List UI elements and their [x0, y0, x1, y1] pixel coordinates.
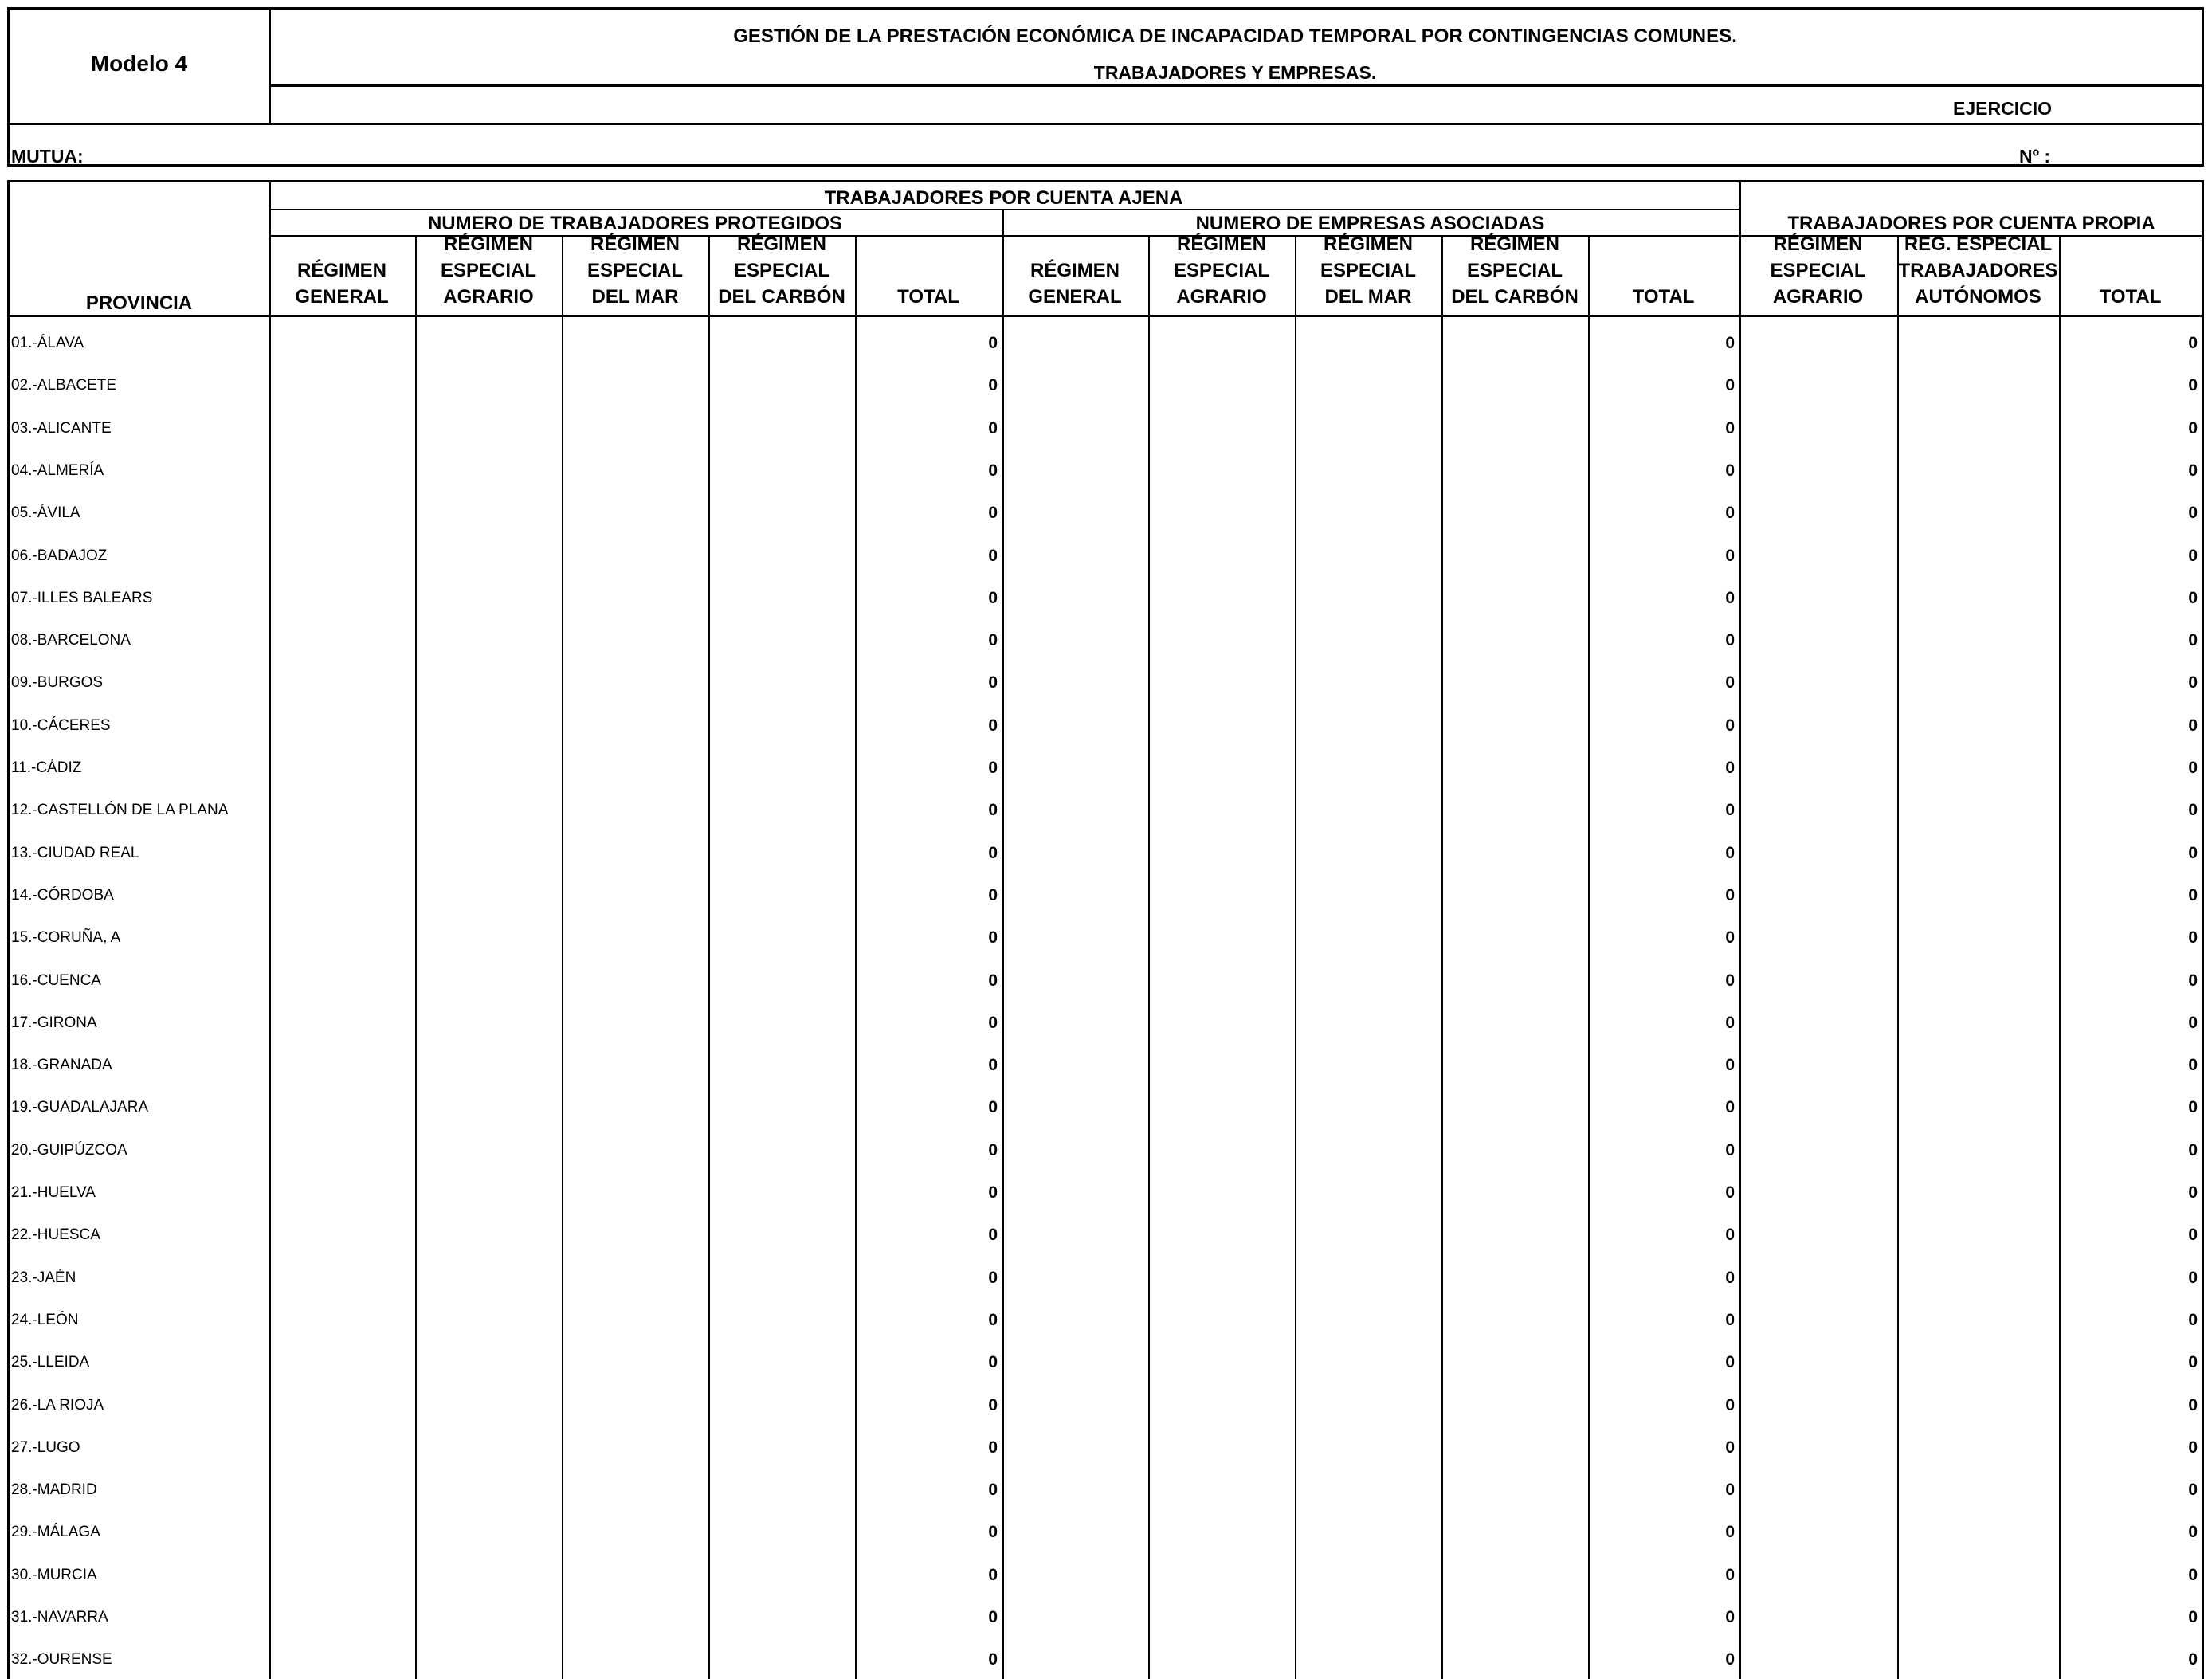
total-empresas-cell: 0: [1725, 1056, 1735, 1075]
total-propia-cell: 0: [2188, 1310, 2198, 1329]
total-propia-cell: 0: [2188, 546, 2198, 565]
total-propia-cell: 0: [2188, 1353, 2198, 1372]
total-propia-cell: 0: [2188, 1140, 2198, 1159]
total-protegidos-cell: 0: [988, 1608, 998, 1626]
total-protegidos-cell: 0: [988, 1523, 998, 1542]
total-empresas-cell: 0: [1725, 928, 1735, 947]
column-header-line: DEL CARBÓN: [1451, 286, 1579, 308]
column-header-line: AGRARIO: [443, 286, 534, 308]
total-empresas-cell: 0: [1725, 1353, 1735, 1372]
total-empresas-cell: 0: [1725, 1140, 1735, 1159]
column-header-line: REG. ESPECIAL: [1904, 233, 2053, 255]
provincia-header: PROVINCIA: [85, 292, 193, 314]
total-propia-cell: 0: [2188, 1523, 2198, 1542]
provincia-cell: 10.-CÁCERES: [11, 716, 111, 734]
column-header-line: ESPECIAL: [1320, 260, 1417, 281]
propia-column-header: [1739, 231, 1897, 310]
protegidos-column-header: [708, 231, 855, 310]
total-empresas-cell: 0: [1725, 1608, 1735, 1626]
column-divider: [2059, 236, 2061, 1679]
propia-column-header: [1897, 231, 2059, 310]
total-empresas-cell: 0: [1725, 1098, 1735, 1117]
total-protegidos-cell: 0: [988, 1650, 998, 1669]
column-header-line: RÉGIMEN: [1323, 233, 1413, 255]
provincia-cell: 14.-CÓRDOBA: [11, 886, 114, 904]
total-protegidos-cell: 0: [988, 588, 998, 607]
total-empresas-cell: 0: [1725, 376, 1735, 395]
numero-label: Nº :: [2019, 146, 2051, 167]
column-header-line: RÉGIMEN: [1773, 233, 1863, 255]
column-header-line: AGRARIO: [1772, 286, 1864, 308]
total-empresas-cell: 0: [1725, 334, 1735, 352]
total-empresas-cell: 0: [1725, 971, 1735, 990]
provincia-cell: 06.-BADAJOZ: [11, 547, 108, 564]
total-protegidos-cell: 0: [988, 334, 998, 352]
total-protegidos-cell: 0: [988, 1098, 998, 1117]
protegidos-column-header: [415, 231, 562, 310]
provincia-cell: 08.-BARCELONA: [11, 632, 131, 649]
total-empresas-cell: 0: [1725, 1438, 1735, 1457]
total-empresas-cell: 0: [1725, 1481, 1735, 1500]
group-cuenta-propia: TRABAJADORES POR CUENTA PROPIA: [1787, 213, 2155, 234]
header-divider-mutua: [10, 123, 2202, 125]
provincia-cell: 25.-LLEIDA: [11, 1354, 90, 1371]
provincia-cell: 27.-LUGO: [11, 1438, 80, 1456]
total-propia-cell: 0: [2188, 1395, 2198, 1414]
provincia-cell: 21.-HUELVA: [11, 1184, 96, 1201]
provincia-cell: 24.-LEÓN: [11, 1311, 79, 1328]
total-empresas-cell: 0: [1725, 843, 1735, 862]
column-divider: [269, 182, 271, 1679]
propia-column-header: [2059, 284, 2202, 310]
total-protegidos-cell: 0: [988, 1395, 998, 1414]
ejercicio-label: EJERCICIO: [1953, 98, 2052, 119]
empresas-column-header: [1295, 231, 1441, 310]
total-protegidos-cell: 0: [988, 418, 998, 437]
total-protegidos-cell: 0: [988, 504, 998, 523]
empresas-column-header: [1441, 231, 1588, 310]
total-protegidos-cell: 0: [988, 1226, 998, 1245]
total-empresas-cell: 0: [1725, 1226, 1735, 1245]
header-line-ajena: [269, 209, 1739, 210]
total-propia-cell: 0: [2188, 1565, 2198, 1584]
column-header-line: ESPECIAL: [1466, 260, 1563, 281]
provincia-cell: 07.-ILLES BALEARS: [11, 589, 153, 606]
total-propia-cell: 0: [2188, 1268, 2198, 1287]
column-header-line: ESPECIAL: [586, 260, 684, 281]
provincia-cell: 03.-ALICANTE: [11, 419, 112, 437]
total-propia-cell: 0: [2188, 418, 2198, 437]
column-divider: [1441, 236, 1443, 1679]
empresas-column-header: [1148, 231, 1295, 310]
header-divider-title: [269, 84, 2202, 87]
form-subtitle: TRABAJADORES Y EMPRESAS.: [1093, 62, 1377, 83]
column-header-line: RÉGIMEN: [1176, 233, 1266, 255]
provincia-cell: 02.-ALBACETE: [11, 377, 116, 394]
total-protegidos-cell: 0: [988, 1013, 998, 1032]
total-protegidos-cell: 0: [988, 1056, 998, 1075]
total-protegidos-cell: 0: [988, 1140, 998, 1159]
total-empresas-cell: 0: [1725, 1013, 1735, 1032]
empresas-column-header: [1588, 284, 1739, 310]
total-protegidos-cell: 0: [988, 759, 998, 777]
total-propia-cell: 0: [2188, 971, 2198, 990]
total-protegidos-cell: 0: [988, 801, 998, 820]
column-divider: [1148, 236, 1150, 1679]
total-empresas-cell: 0: [1725, 546, 1735, 565]
column-header-line: DEL CARBÓN: [718, 286, 845, 308]
total-propia-cell: 0: [2188, 801, 2198, 820]
total-empresas-cell: 0: [1725, 1268, 1735, 1287]
column-header-line: RÉGIMEN: [1030, 260, 1120, 281]
total-protegidos-cell: 0: [988, 843, 998, 862]
provincia-cell: 09.-BURGOS: [11, 674, 104, 692]
provincia-cell: 12.-CASTELLÓN DE LA PLANA: [11, 802, 229, 819]
total-propia-cell: 0: [2188, 1226, 2198, 1245]
column-header-line: AUTÓNOMOS: [1915, 286, 2041, 308]
form-header: [7, 7, 2204, 167]
column-header-line: DEL MAR: [591, 286, 679, 308]
total-empresas-cell: 0: [1725, 716, 1735, 735]
column-divider: [855, 236, 857, 1679]
total-empresas-cell: 0: [1725, 759, 1735, 777]
column-header-line: TOTAL: [1632, 286, 1695, 308]
column-divider: [1739, 182, 1741, 1679]
header-line-subgroups: [269, 235, 1739, 237]
column-header-line: TRABAJADORES: [1898, 260, 2058, 281]
total-propia-cell: 0: [2188, 759, 2198, 777]
provincia-cell: 13.-CIUDAD REAL: [11, 844, 139, 861]
column-header-line: GENERAL: [1028, 286, 1122, 308]
total-empresas-cell: 0: [1725, 631, 1735, 650]
total-protegidos-cell: 0: [988, 1353, 998, 1372]
protegidos-column-header: [855, 284, 1002, 310]
column-header-line: ESPECIAL: [1173, 260, 1270, 281]
column-divider: [708, 236, 710, 1679]
provincia-cell: 16.-CUENCA: [11, 971, 101, 989]
provincia-cell: 04.-ALMERÍA: [11, 461, 104, 479]
total-propia-cell: 0: [2188, 1098, 2198, 1117]
protegidos-column-header: [562, 231, 708, 310]
provincia-cell: 28.-MADRID: [11, 1481, 97, 1499]
column-divider: [1588, 236, 1590, 1679]
total-empresas-cell: 0: [1725, 588, 1735, 607]
total-protegidos-cell: 0: [988, 546, 998, 565]
column-header-line: GENERAL: [295, 286, 389, 308]
modelo-label: Modelo 4: [90, 51, 188, 76]
provincia-cell: 15.-CORUÑA, A: [11, 929, 121, 947]
total-protegidos-cell: 0: [988, 631, 998, 650]
total-empresas-cell: 0: [1725, 1310, 1735, 1329]
provincia-cell: 29.-MÁLAGA: [11, 1524, 100, 1541]
column-header-line: AGRARIO: [1176, 286, 1267, 308]
total-protegidos-cell: 0: [988, 673, 998, 692]
total-propia-cell: 0: [2188, 1438, 2198, 1457]
total-protegidos-cell: 0: [988, 1438, 998, 1457]
total-propia-cell: 0: [2188, 376, 2198, 395]
header-bottom-line: [10, 315, 2202, 317]
total-propia-cell: 0: [2188, 673, 2198, 692]
total-protegidos-cell: 0: [988, 928, 998, 947]
total-propia-cell: 0: [2188, 1056, 2198, 1075]
provincia-cell: 20.-GUIPÚZCOA: [11, 1141, 127, 1159]
total-propia-cell: 0: [2188, 631, 2198, 650]
total-protegidos-cell: 0: [988, 1481, 998, 1500]
total-protegidos-cell: 0: [988, 885, 998, 904]
column-header-line: DEL MAR: [1324, 286, 1412, 308]
column-header-line: ESPECIAL: [733, 260, 830, 281]
provincia-cell: 19.-GUADALAJARA: [11, 1099, 149, 1116]
subgroup-trabajadores-protegidos: NUMERO DE TRABAJADORES PROTEGIDOS: [427, 213, 843, 234]
total-empresas-cell: 0: [1725, 1650, 1735, 1669]
total-empresas-cell: 0: [1725, 504, 1735, 523]
form-title: GESTIÓN DE LA PRESTACIÓN ECONÓMICA DE INCAPACIDAD TEMPORAL POR CONTINGENCIAS COMUNES.: [733, 25, 1737, 47]
total-empresas-cell: 0: [1725, 801, 1735, 820]
column-header-line: RÉGIMEN: [736, 233, 826, 255]
group-cuenta-ajena: TRABAJADORES POR CUENTA AJENA: [824, 187, 1183, 209]
protegidos-column-header: [269, 257, 415, 310]
total-propia-cell: 0: [2188, 716, 2198, 735]
total-empresas-cell: 0: [1725, 461, 1735, 480]
column-header-line: ESPECIAL: [1770, 260, 1866, 281]
total-propia-cell: 0: [2188, 334, 2198, 352]
provincia-cell: 05.-ÁVILA: [11, 504, 80, 522]
total-propia-cell: 0: [2188, 1013, 2198, 1032]
total-empresas-cell: 0: [1725, 1183, 1735, 1202]
total-protegidos-cell: 0: [988, 971, 998, 990]
column-divider: [1897, 236, 1899, 1679]
subgroup-empresas-asociadas: NUMERO DE EMPRESAS ASOCIADAS: [1195, 213, 1545, 234]
total-empresas-cell: 0: [1725, 418, 1735, 437]
provincia-cell: 31.-NAVARRA: [11, 1609, 108, 1626]
column-header-line: RÉGIMEN: [296, 260, 386, 281]
total-empresas-cell: 0: [1725, 1523, 1735, 1542]
total-propia-cell: 0: [2188, 1481, 2198, 1500]
total-protegidos-cell: 0: [988, 1183, 998, 1202]
provincia-cell: 01.-ÁLAVA: [11, 335, 84, 351]
total-propia-cell: 0: [2188, 588, 2198, 607]
provincia-cell: 23.-JAÉN: [11, 1269, 76, 1286]
provincia-cell: 32.-OURENSE: [11, 1651, 112, 1669]
total-empresas-cell: 0: [1725, 885, 1735, 904]
total-protegidos-cell: 0: [988, 376, 998, 395]
column-divider: [415, 236, 417, 1679]
column-header-line: RÉGIMEN: [590, 233, 680, 255]
column-header-line: RÉGIMEN: [1469, 233, 1559, 255]
column-divider: [562, 236, 563, 1679]
total-propia-cell: 0: [2188, 928, 2198, 947]
mutua-label: MUTUA:: [11, 146, 84, 167]
provincia-cell: 22.-HUESCA: [11, 1226, 100, 1244]
column-header-line: TOTAL: [897, 286, 959, 308]
total-propia-cell: 0: [2188, 843, 2198, 862]
provincia-cell: 30.-MURCIA: [11, 1566, 97, 1583]
total-protegidos-cell: 0: [988, 1310, 998, 1329]
provincia-cell: 17.-GIRONA: [11, 1014, 97, 1031]
total-propia-cell: 0: [2188, 885, 2198, 904]
header-line-propia: [1739, 235, 2202, 237]
total-protegidos-cell: 0: [988, 716, 998, 735]
total-protegidos-cell: 0: [988, 1268, 998, 1287]
provincia-cell: 18.-GRANADA: [11, 1057, 112, 1074]
total-empresas-cell: 0: [1725, 1565, 1735, 1584]
provincia-cell: 26.-LA RIOJA: [11, 1396, 104, 1414]
total-propia-cell: 0: [2188, 461, 2198, 480]
total-protegidos-cell: 0: [988, 1565, 998, 1584]
column-header-line: ESPECIAL: [440, 260, 537, 281]
provincias-table: [7, 180, 2204, 1679]
total-propia-cell: 0: [2188, 504, 2198, 523]
total-protegidos-cell: 0: [988, 461, 998, 480]
empresas-column-header: [1002, 257, 1148, 310]
total-propia-cell: 0: [2188, 1608, 2198, 1626]
provincia-cell: 11.-CÁDIZ: [11, 759, 82, 776]
column-header-line: RÉGIMEN: [443, 233, 533, 255]
total-empresas-cell: 0: [1725, 673, 1735, 692]
column-divider: [1295, 236, 1296, 1679]
total-empresas-cell: 0: [1725, 1395, 1735, 1414]
column-header-line: TOTAL: [2099, 286, 2162, 308]
total-propia-cell: 0: [2188, 1650, 2198, 1669]
column-divider: [1002, 209, 1004, 1679]
total-propia-cell: 0: [2188, 1183, 2198, 1202]
